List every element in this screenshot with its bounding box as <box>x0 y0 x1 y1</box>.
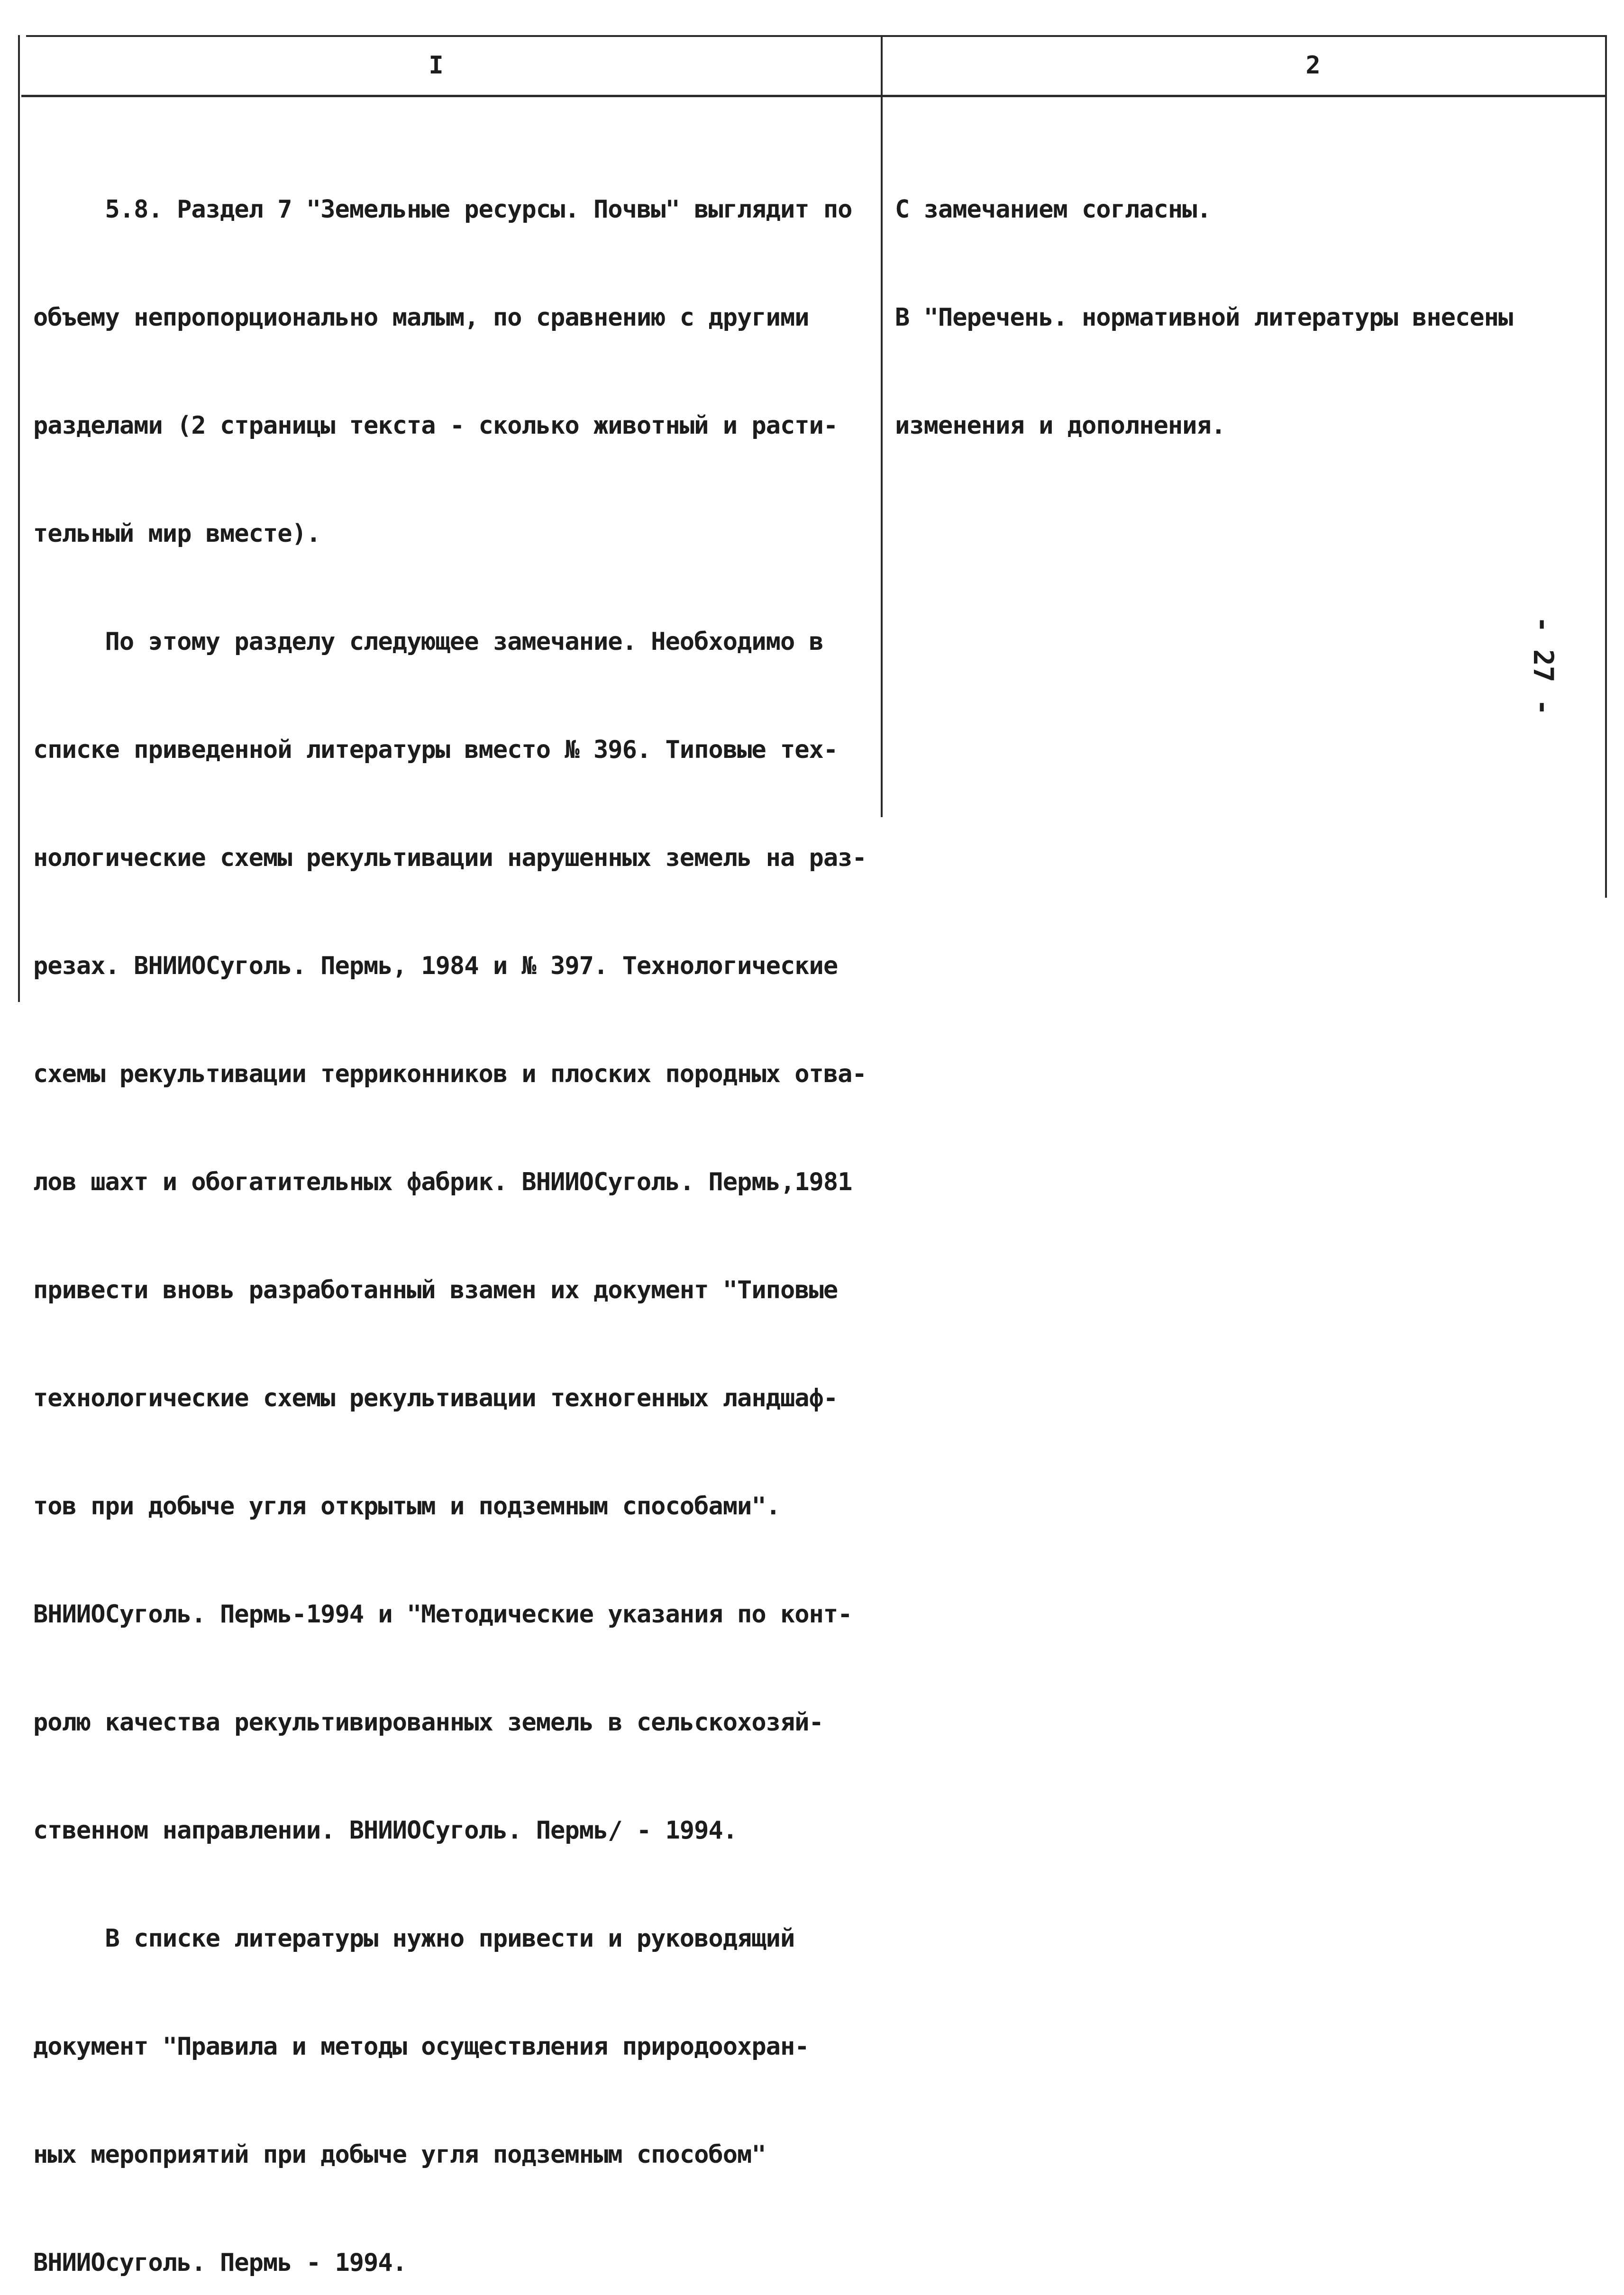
text-line: объему непропорционально малым, по сравнению с другими <box>33 303 809 332</box>
text-line: 5.8. Раздел 7 "Земельные ресурсы. Почвы" выглядит по <box>33 195 852 224</box>
text-line: ных мероприятий при добыче угля подземным способом" <box>33 2140 766 2169</box>
text-line: ВНИИОСуголь. Пермь-1994 и "Методические указания по конт- <box>33 1600 852 1629</box>
text-line: ролю качества рекультивированных земель в сельскохозяй- <box>33 1708 823 1737</box>
column-1-text <box>33 119 877 2295</box>
column-2-text <box>895 119 1597 516</box>
text-line: разделами (2 страницы текста - сколько животный и расти- <box>33 411 838 440</box>
table-column-divider <box>881 35 883 817</box>
column-header-2: 2 <box>1305 51 1321 80</box>
text-line: документ "Правила и методы осуществления природоохран- <box>33 2032 809 2061</box>
text-line: тов при добыче угля открытым и подземным способами". <box>33 1492 780 1521</box>
text-line: ственном направлении. ВНИИОСуголь. Пермь/ - 1994. <box>33 1816 738 1845</box>
text-line: ВНИИОсуголь. Пермь - 1994. <box>33 2249 407 2277</box>
column-header-1: I <box>429 51 444 80</box>
table-header-divider <box>21 95 1607 97</box>
text-line: схемы рекультивации терриконников и плоских породных отва- <box>33 1060 867 1088</box>
text-line: В списке литературы нужно привести и руководящий <box>33 1924 795 1953</box>
text-line: списке приведенной литературы вместо № 396. Типовые тех- <box>33 736 838 764</box>
table-left-border <box>18 35 20 1002</box>
table-right-border <box>1605 35 1607 898</box>
text-line: резах. ВНИИОСуголь. Пермь, 1984 и № 397. Технологические <box>33 952 838 980</box>
text-line: изменения и дополнения. <box>895 411 1226 440</box>
text-line: С замечанием согласны. <box>895 195 1211 224</box>
text-line: В "Перечень. нормативной литературы внесены <box>895 303 1513 332</box>
text-line: нологические схемы рекультивации нарушенных земель на раз- <box>33 844 867 872</box>
text-line: тельный мир вместе). <box>33 519 321 548</box>
text-line: лов шахт и обогатительных фабрик. ВНИИОСуголь. Пермь,1981 <box>33 1168 852 1196</box>
text-line: технологические схемы рекультивации техногенных ландшаф- <box>33 1384 838 1412</box>
page-number: - 27 - <box>1527 616 1560 716</box>
table-top-border <box>26 35 1607 37</box>
text-line: привести вновь разработанный взамен их документ "Типовые <box>33 1276 838 1304</box>
text-line: По этому разделу следующее замечание. Необходимо в <box>33 628 823 656</box>
